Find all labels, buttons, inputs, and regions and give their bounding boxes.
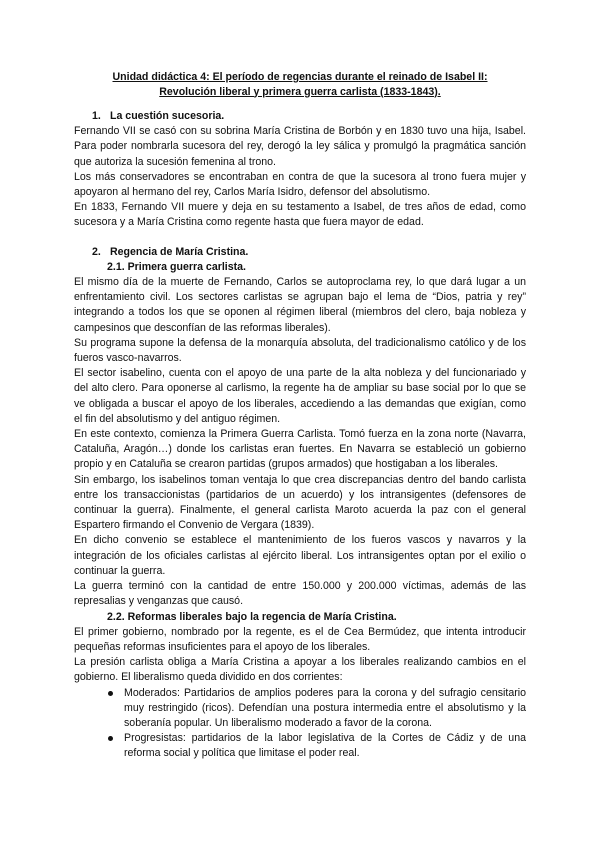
paragraph: Fernando VII se casó con su sobrina María Cristina de Borbón y en 1830 tuvo una hija, Isabel. Para poder nombrarla sucesora del rey, derogó la ley sálica y promulgó la pragmática sanción que autoriza la sucesión femenina al trono. — [74, 125, 526, 168]
paragraph: En dicho convenio se establece el mantenimiento de los fueros vascos y navarros y la integración de los oficiales carlistas al ejército liberal. Los intransigentes optan por el exilio o continuar la guerra. — [74, 534, 526, 577]
bullet-list — [74, 686, 526, 762]
section-2-title: Regencia de María Cristina. — [110, 245, 249, 258]
bullet-icon — [108, 691, 113, 696]
bullet-icon — [108, 736, 113, 741]
subsection-2-2-heading: 2.2. Reformas liberales bajo la regencia de María Cristina. — [107, 610, 397, 623]
section-2-number: 2. — [92, 245, 101, 258]
paragraph: La presión carlista obliga a María Cristina a apoyar a los liberales realizando cambios en el gobierno. El liberalismo queda dividido en dos corrientes: — [74, 656, 526, 684]
document-title — [74, 70, 526, 99]
paragraph: Sin embargo, los isabelinos toman ventaja lo que crea discrepancias dentro del bando carlista entre los transaccionistas (partidarios de un acuerdo) y los intransigentes (defensores de continuar la guerra). Finalmente, el general carlista Maroto acuerda la paz con el general Espartero firmando el Convenio de Vergara (1839). — [74, 473, 526, 532]
list-item-text: Progresistas: partidarios de la labor legislativa de la Cortes de Cádiz y de una reforma social y política que limitase el poder real. — [124, 732, 526, 760]
list-item-text: Moderados: Partidarios de amplios poderes para la corona y del sufragio censitario muy restringido (ricos). Defendían una postura intermedia entre el absolutismo y la soberanía popular. Un liberalismo moderado a favor de la corona. — [124, 686, 526, 729]
list-item — [108, 731, 526, 761]
subsection-2-1-heading: 2.1. Primera guerra carlista. — [107, 260, 246, 273]
paragraph: En 1833, Fernando VII muere y deja en su testamento a Isabel, de tres años de edad, como sucesora y a María Cristina como regente hasta que fuera mayor de edad. — [74, 201, 526, 229]
paragraph: La guerra terminó con la cantidad de entre 150.000 y 200.000 víctimas, además de las represalias y venganzas que causó. — [74, 580, 526, 608]
section-1-number: 1. — [92, 110, 101, 122]
title-line-1: Unidad didáctica 4: El período de regencias durante el reinado de Isabel II: — [112, 71, 488, 83]
paragraph: El sector isabelino, cuenta con el apoyo de una parte de la alta nobleza y del funcionariado y del alto clero. Para oponerse al carlismo, la regente ha de ampliar su base social por lo que se ve obligada a buscar el apoyo de los liberales, accediendo a las demandas que exigían, como el fin del absolutismo y del antiguo régimen. — [74, 367, 526, 425]
title-line-2: Revolución liberal y primera guerra carlista (1833-1843). — [159, 85, 441, 98]
section-2-heading — [74, 245, 526, 260]
section-gap — [74, 231, 526, 245]
section-1-title: La cuestión sucesoria. — [110, 110, 225, 122]
list-item — [108, 686, 526, 732]
paragraph: Su programa supone la defensa de la monarquía absoluta, del tradicionalismo católico y de los fueros vasco-navarros. — [74, 336, 526, 365]
section-1-heading — [74, 109, 526, 124]
paragraph: El mismo día de la muerte de Fernando, Carlos se autoproclama rey, lo que dará lugar a un enfrentamiento civil. Los sectores carlistas se agrupan bajo el lema de “Dios, patria y rey” integrando a todos los que se oponen al régimen liberal (miembros del clero, baja nobleza y campesinos que desconfían de las reformas liberales). — [74, 276, 526, 334]
paragraph: El primer gobierno, nombrado por la regente, es el de Cea Bermúdez, que intenta introducir pequeñas reformas insuficientes para el apoyo de los liberales. — [74, 625, 526, 653]
paragraph: En este contexto, comienza la Primera Guerra Carlista. Tomó fuerza en la zona norte (Navarra, Cataluña, Aragón…) donde los carlistas eran fuertes. En Navarra se estableció un gobierno propio y en Cataluña se crearon partidas (grupos armados) que hostigaban a los liberales. — [74, 428, 526, 471]
paragraph: Los más conservadores se encontraban en contra de que la sucesora al trono fuera mujer y apoyaron al hermano del rey, Carlos María Isidro, defensor del absolutismo. — [74, 170, 526, 199]
